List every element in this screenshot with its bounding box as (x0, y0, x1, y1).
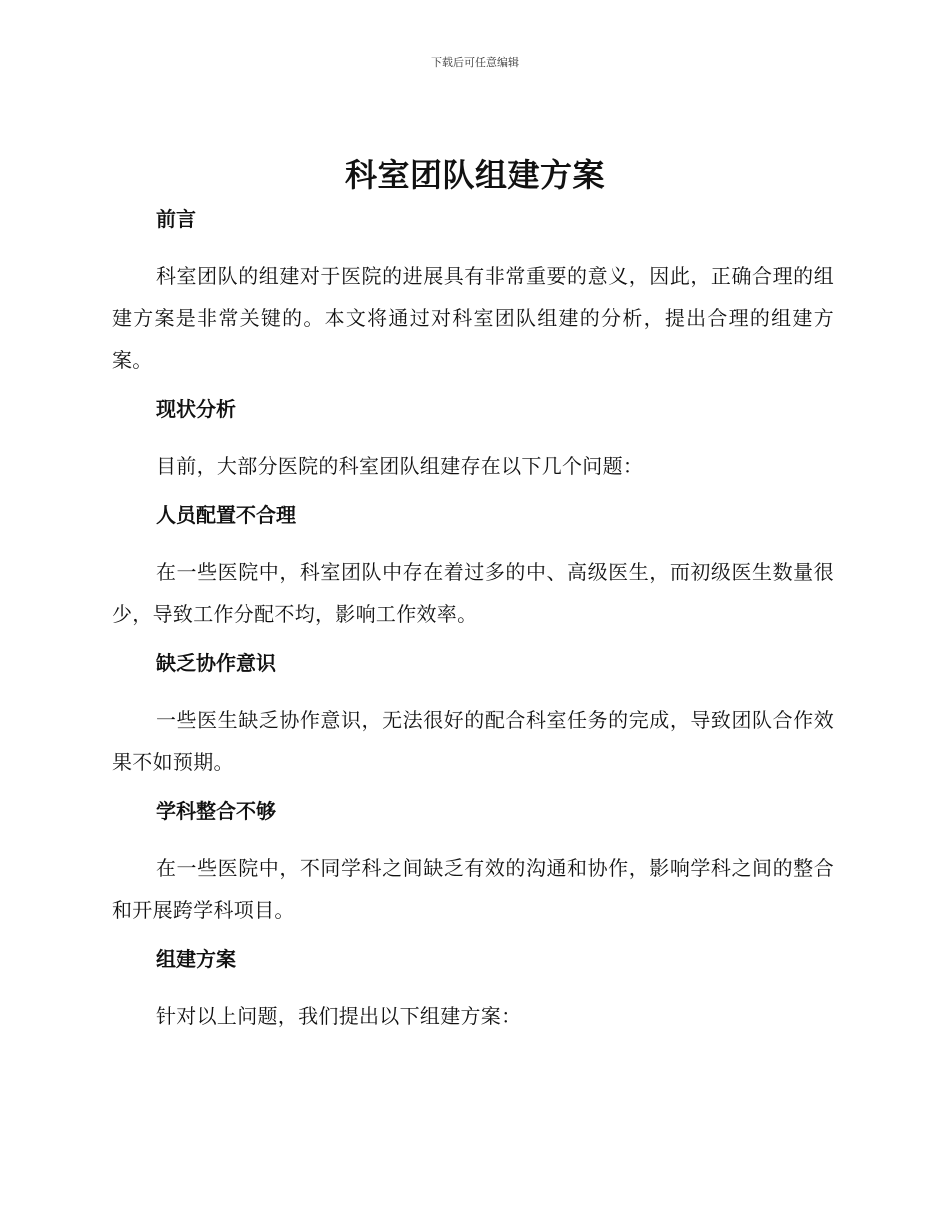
section-heading: 人员配置不合理 (156, 503, 296, 527)
section-heading: 缺乏协作意识 (156, 651, 276, 675)
section-staffing (112, 499, 834, 635)
section-plan (112, 943, 834, 1037)
section-heading: 组建方案 (156, 947, 236, 971)
section-heading: 学科整合不够 (156, 799, 276, 823)
header-note: 下载后可任意编辑 (431, 56, 519, 69)
paragraph: 在一些医院中，不同学科之间缺乏有效的沟通和协作，影响学科之间的整合和开展跨学科项目。 (112, 856, 834, 922)
section-status-analysis (112, 393, 834, 487)
section-discipline-integration (112, 795, 834, 931)
paragraph: 目前，大部分医院的科室团队组建存在以下几个问题： (156, 454, 644, 478)
paragraph: 在一些医院中，科室团队中存在着过多的中、高级医生，而初级医生数量很少，导致工作分配不均，影响工作效率。 (112, 560, 834, 626)
section-heading: 前言 (156, 207, 196, 231)
document-title: 科室团队组建方案 (344, 156, 605, 194)
section-preface (112, 203, 834, 381)
paragraph: 科室团队的组建对于医院的进展具有非常重要的意义，因此，正确合理的组建方案是非常关键的。本文将通过对科室团队组建的分析，提出合理的组建方案。 (112, 264, 834, 372)
paragraph: 针对以上问题，我们提出以下组建方案： (156, 1004, 522, 1028)
section-collaboration (112, 647, 834, 783)
document-body (112, 203, 834, 1049)
section-heading: 现状分析 (156, 397, 236, 421)
paragraph: 一些医生缺乏协作意识，无法很好的配合科室任务的完成，导致团队合作效果不如预期。 (112, 708, 834, 774)
